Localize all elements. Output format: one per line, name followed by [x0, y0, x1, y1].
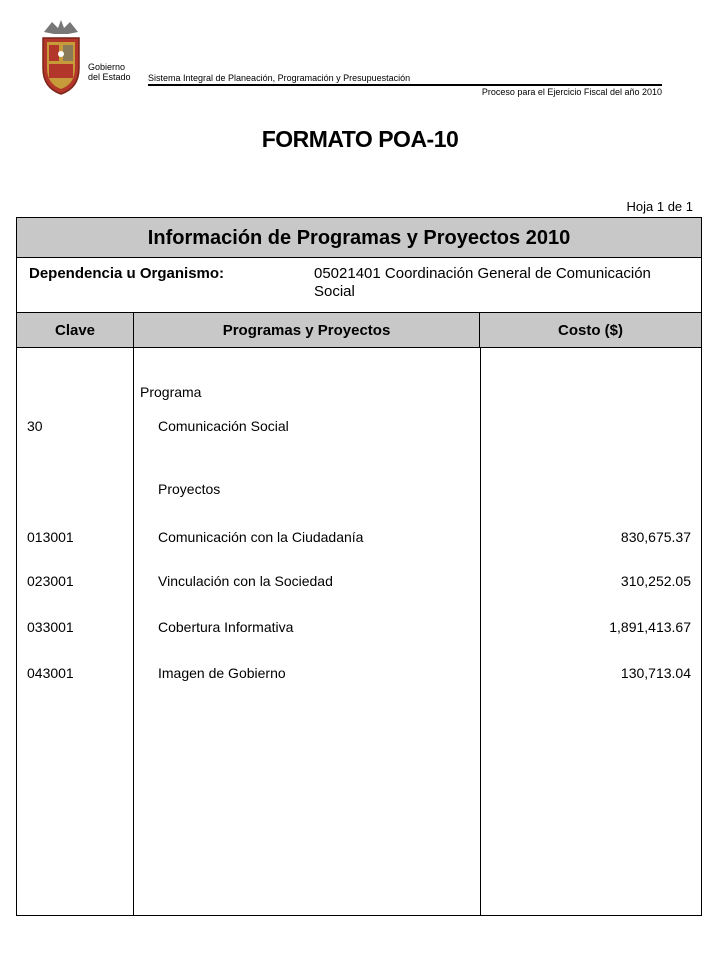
column-divider: [133, 348, 134, 915]
dependency-value: 05021401 Coordinación General de Comunicación Social: [314, 265, 651, 300]
project-name: Comunicación con la Ciudadanía: [158, 529, 364, 545]
project-clave: 033001: [27, 619, 74, 635]
column-header-cost: Costo ($): [558, 322, 623, 339]
column-header-programs: Programas y Proyectos: [133, 313, 480, 348]
program-clave: 30: [27, 418, 43, 434]
column-headers: [17, 313, 701, 348]
column-header-clave: Clave: [54, 322, 96, 339]
header-rule: [148, 84, 662, 86]
project-clave: 023001: [27, 573, 74, 589]
project-name: Vinculación con la Sociedad: [158, 573, 333, 589]
project-cost: 310,252.05: [620, 573, 691, 589]
project-cost: 1,891,413.67: [609, 619, 691, 635]
table-title: Información de Programas y Proyectos 2010: [17, 218, 701, 258]
program-name: Comunicación Social: [158, 418, 289, 434]
project-name: Cobertura Informativa: [158, 619, 294, 635]
project-cost: 830,675.37: [620, 529, 691, 545]
programs-table: [16, 217, 702, 916]
dependency-label: Dependencia u Organismo:: [29, 265, 225, 282]
state-seal-logo: [38, 18, 84, 96]
government-line-2: del Estado: [88, 72, 131, 82]
project-clave: 043001: [27, 665, 74, 681]
column-divider: [480, 348, 481, 915]
government-line-1: Gobierno: [88, 62, 126, 72]
dependency-row: [17, 258, 701, 313]
project-cost: 130,713.04: [620, 665, 691, 681]
section-label-proyectos: Proyectos: [158, 481, 221, 497]
system-name: Sistema Integral de Planeación, Programación y Presupuestación: [148, 73, 411, 83]
section-label-programa: Programa: [140, 384, 202, 400]
page-title: FORMATO POA-10: [261, 126, 459, 152]
project-clave: 013001: [27, 529, 74, 545]
government-label: [88, 62, 131, 82]
process-label: Proceso para el Ejercicio Fiscal del año 2010: [481, 87, 662, 97]
project-name: Imagen de Gobierno: [158, 665, 286, 681]
page-number: Hoja 1 de 1: [626, 199, 693, 214]
